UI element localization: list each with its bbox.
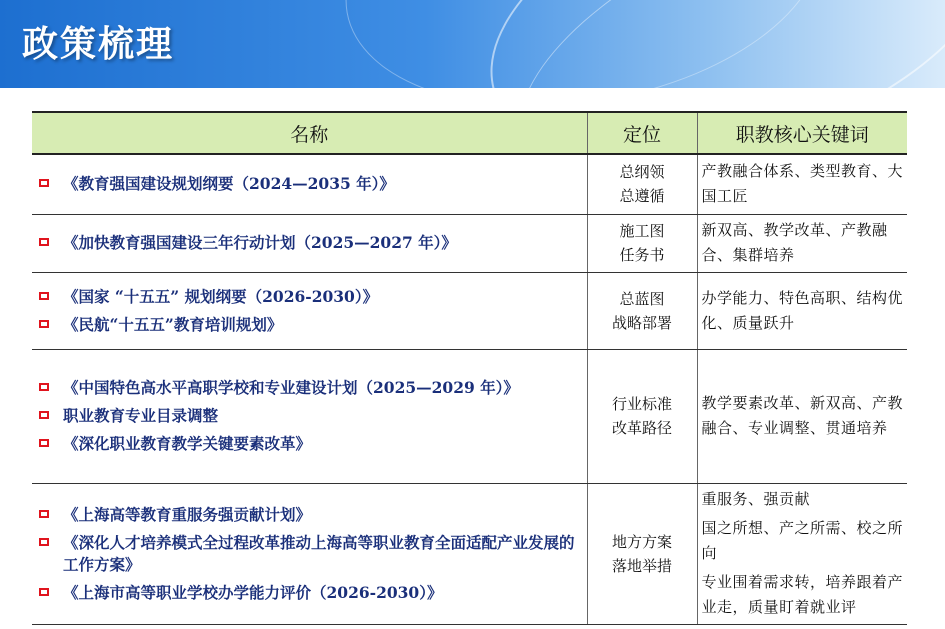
policy-item: 《中国特色高水平高职学校和专业建设计划（2025—2029 年）》 <box>39 377 586 399</box>
header-keywords: 职教核心关键词 <box>697 112 907 154</box>
title-banner <box>0 0 945 88</box>
role-cell: 施工图 任务书 <box>587 214 697 272</box>
policy-list <box>32 214 587 272</box>
table-row <box>32 272 907 349</box>
role-cell: 总纲领 总遵循 <box>587 154 697 214</box>
keywords-cell: 产教融合体系、类型教育、大国工匠 <box>697 154 907 214</box>
keywords-cell: 新双高、教学改革、产教融合、集群培养 <box>697 214 907 272</box>
checkbox-icon <box>39 320 49 328</box>
policy-item: 职业教育专业目录调整 <box>39 405 586 427</box>
keywords-cell: 办学能力、特色高职、结构优化、质量跃升 <box>697 272 907 349</box>
table-row <box>32 349 907 483</box>
policy-item: 《民航“十五五”教育培训规划》 <box>39 314 586 336</box>
role-cell: 行业标准 改革路径 <box>587 349 697 483</box>
checkbox-icon <box>39 538 49 546</box>
policy-list <box>32 349 587 483</box>
policy-table <box>32 111 907 625</box>
role-cell: 地方方案 落地举措 <box>587 483 697 624</box>
policy-list <box>32 154 587 214</box>
policy-item: 《教育强国建设规划纲要（2024—2035 年）》 <box>39 173 586 195</box>
role-cell: 总蓝图 战略部署 <box>587 272 697 349</box>
checkbox-icon <box>39 238 49 246</box>
policy-list <box>32 272 587 349</box>
policy-item: 《深化职业教育教学关键要素改革》 <box>39 433 586 455</box>
table-header-row <box>32 112 907 154</box>
checkbox-icon <box>39 411 49 419</box>
checkbox-icon <box>39 510 49 518</box>
checkbox-icon <box>39 588 49 596</box>
checkbox-icon <box>39 383 49 391</box>
keywords-cell: 教学要素改革、新双高、产教融合、专业调整、贯通培养 <box>697 349 907 483</box>
policy-item: 《上海高等教育重服务强贡献计划》 <box>39 504 586 526</box>
checkbox-icon <box>39 439 49 447</box>
policy-list <box>32 483 587 624</box>
checkbox-icon <box>39 292 49 300</box>
header-role: 定位 <box>587 112 697 154</box>
policy-item: 《上海市高等职业学校办学能力评价（2026-2030）》 <box>39 582 586 604</box>
table-row <box>32 483 907 624</box>
table-row <box>32 154 907 214</box>
table-row <box>32 214 907 272</box>
keywords-cell: 重服务、强贡献 国之所想、产之所需、校之所向 专业围着需求转，培养跟着产业走，质量盯着就业评 <box>697 483 907 624</box>
policy-item: 《国家 “十五五” 规划纲要（2026-2030）》 <box>39 286 586 308</box>
policy-item: 《加快教育强国建设三年行动计划（2025—2027 年）》 <box>39 232 586 254</box>
header-name: 名称 <box>32 112 587 154</box>
policy-item: 《深化人才培养模式全过程改革推动上海高等职业教育全面适配产业发展的工作方案》 <box>39 532 586 576</box>
page-title: 政策梳理 <box>22 24 175 65</box>
checkbox-icon <box>39 179 49 187</box>
